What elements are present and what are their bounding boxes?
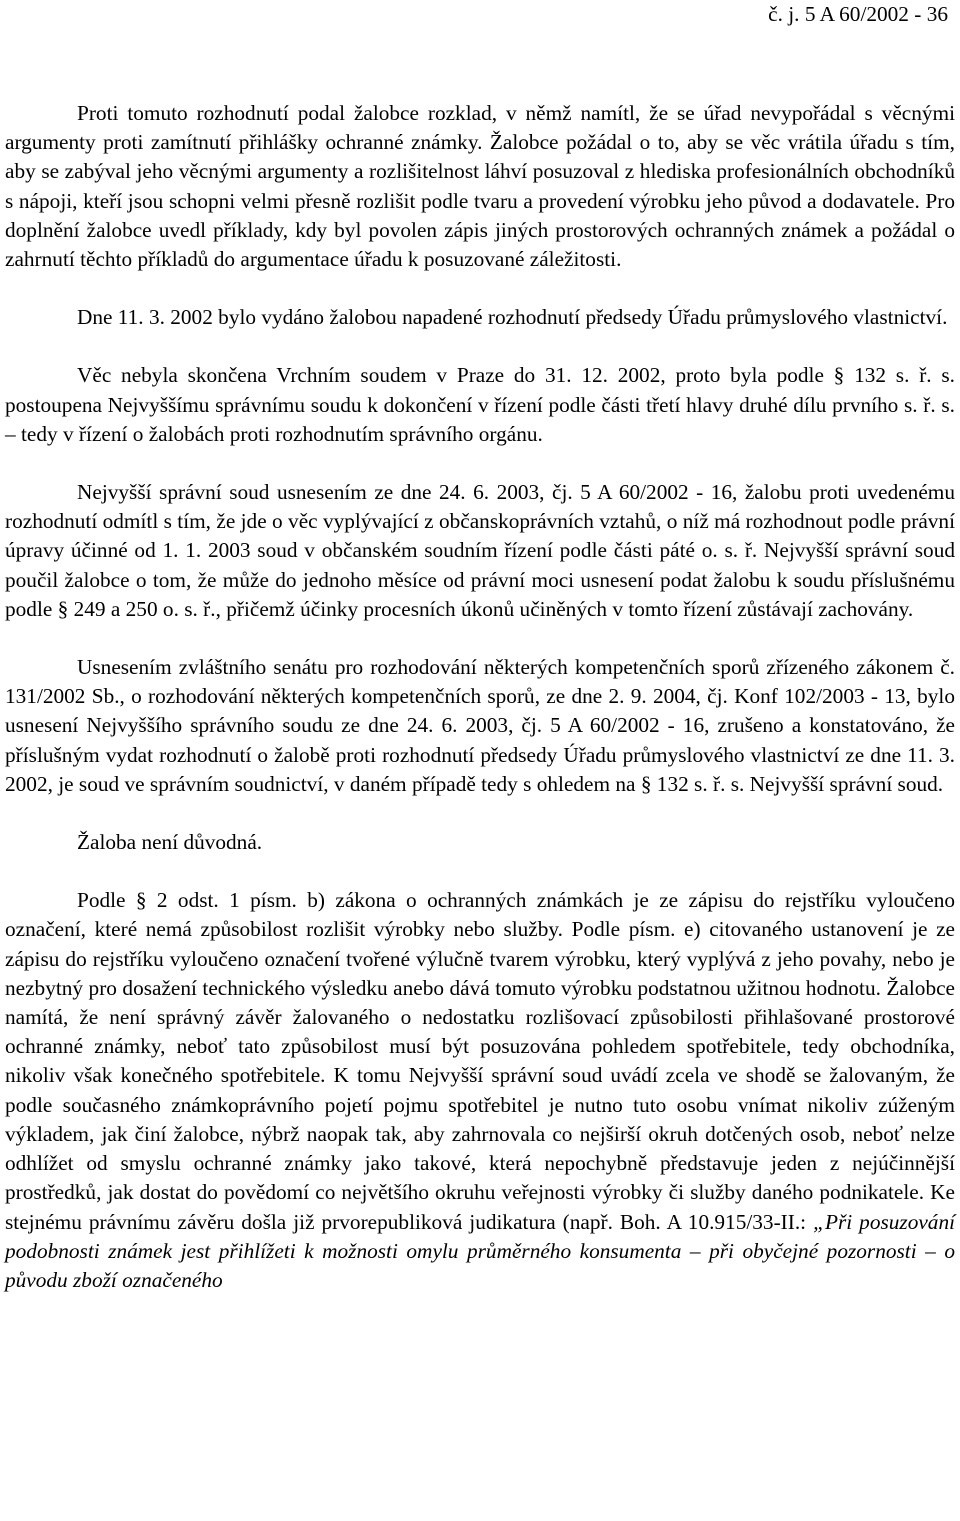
paragraph-usneseni-nss: Nejvyšší správní soud usnesením ze dne 24. 6. 2003, čj. 5 A 60/2002 - 16, žalobu proti uvedenému rozhodnutí odmítl s tím, že jde o věc vyplývající z občanskoprávních vztahů, o níž má rozhodnout podle právní úpravy účinné od 1. 1. 2003 soud v občanském soudním řízení podle části páté o. s. ř. Nejvyšší správní soud poučil žalobce o tom, že může do jednoho měsíce od právní moci usnesení podat žalobu k soudu příslušnému podle § 249 a 250 o. s. ř., přičemž účinky procesních úkonů učiněných v tomto řízení zůstávají zachovány. [5, 480, 955, 621]
document-reference: č. j. 5 A 60/2002 - 36 [768, 2, 948, 26]
paragraph-rozklad: Proti tomuto rozhodnutí podal žalobce rozklad, v němž namítl, že se úřad nevypořádal s věcnými argumenty proti zamítnutí přihlášky ochranné známky. Žalobce požádal o to, aby se věc vrátila úřadu s tím, aby se zabýval jeho věcnými argumenty a rozlišitelnost láhví posuzoval z hlediska profesionálních obchodníků s nápoji, kteří jsou schopni velmi přesně rozlišit podle tvaru a provedení výrobku jeho původ a dodavatele. Pro doplnění žalobce uvedl příklady, kdy byl povolen zápis jiných prostorových ochranných známek a požádal o zahrnutí těchto příkladů do argumentace úřadu k posuzované záležitosti. [5, 101, 955, 272]
judikatura-quote: „Při posuzování podobnosti známek jest přihlížeti k možnosti omylu průměrného konsumenta – při obyčejné pozornosti – o původu zboží označeného [5, 1209, 956, 1292]
paragraph-zvlastni-senat: Usnesením zvláštního senátu pro rozhodování některých kompetenčních sporů zřízeného zákonem č. 131/2002 Sb., o rozhodování některých kompetenčních sporů, ze dne 2. 9. 2004, čj. Konf 102/2003 - 13, bylo usnesení Nejvyššího správního soudu ze dne 24. 6. 2003, čj. 5 A 60/2002 - 16, zrušeno a konstatováno, že příslušným vydat rozhodnutí o žalobě proti rozhodnutí předsedy Úřadu průmyslového vlastnictví ze dne 11. 3. 2002, je soud ve správním soudnictví, v daném případě tedy s ohledem na § 132 s. ř. s. Nejvyšší správní soud. [5, 655, 955, 796]
paragraph-posouzeni [5, 886, 955, 1295]
paragraph-posouzeni-text: Podle § 2 odst. 1 písm. b) zákona o ochranných známkách je ze zápisu do rejstříku vyloučeno označení, které nemá způsobilost rozlišit výrobky nebo služby. Podle písm. e) citovaného ustanovení je ze zápisu do rejstříku vyloučeno označení tvořené výlučně tvarem výrobku, který vyplývá z jeho povahy, nebo je nezbytný pro dosažení technického výsledku anebo dává tomuto výrobku podstatnou užitnou hodnotu. Žalobce namítá, že není správný závěr žalovaného o nedostatku rozlišovací způsobilosti přihlašované prostorové ochranné známky, neboť tato způsobilost musí být posuzována pohledem spotřebitele, tedy obchodníka, nikoliv však konečného spotřebitele. K tomu Nejvyšší správní soud uvádí zcela ve shodě se žalovaným, že podle současného známkoprávního pojetí pojmu spotřebitel je nutno tuto osobu vnímat nikoliv zúženým výkladem, jak činí žalobce, nýbrž naopak tak, aby zahrnovala co nejširší okruh dotčených osob, neboť nelze odhlížet od smyslu ochranné známky jako takové, která nepochybně představuje jeden z nejúčinnější prostředků, jak dostat do povědomí co největšího okruhu veřejnosti výrobky či služby daného podnikatele. Ke stejnému právnímu závěru došla již prvorepubliková judikatura (např. Boh. A 10.915/33-II.: [5, 888, 955, 1234]
paragraph-rozhodnuti: Dne 11. 3. 2002 bylo vydáno žalobou napadené rozhodnutí předsedy Úřadu průmyslového vlastnictví. [77, 305, 948, 330]
paragraph-zaloba-neni-duvodna: Žaloba není důvodná. [77, 830, 263, 855]
paragraph-postoupeni: Věc nebyla skončena Vrchním soudem v Praze do 31. 12. 2002, proto byla podle § 132 s. ř. s. postoupena Nejvyššímu správnímu soudu k dokončení v řízení podle části třetí hlavy druhé dílu prvního s. ř. s. – tedy v řízení o žalobách proti rozhodnutím správního orgánu. [5, 363, 955, 446]
document-body [5, 99, 955, 1295]
